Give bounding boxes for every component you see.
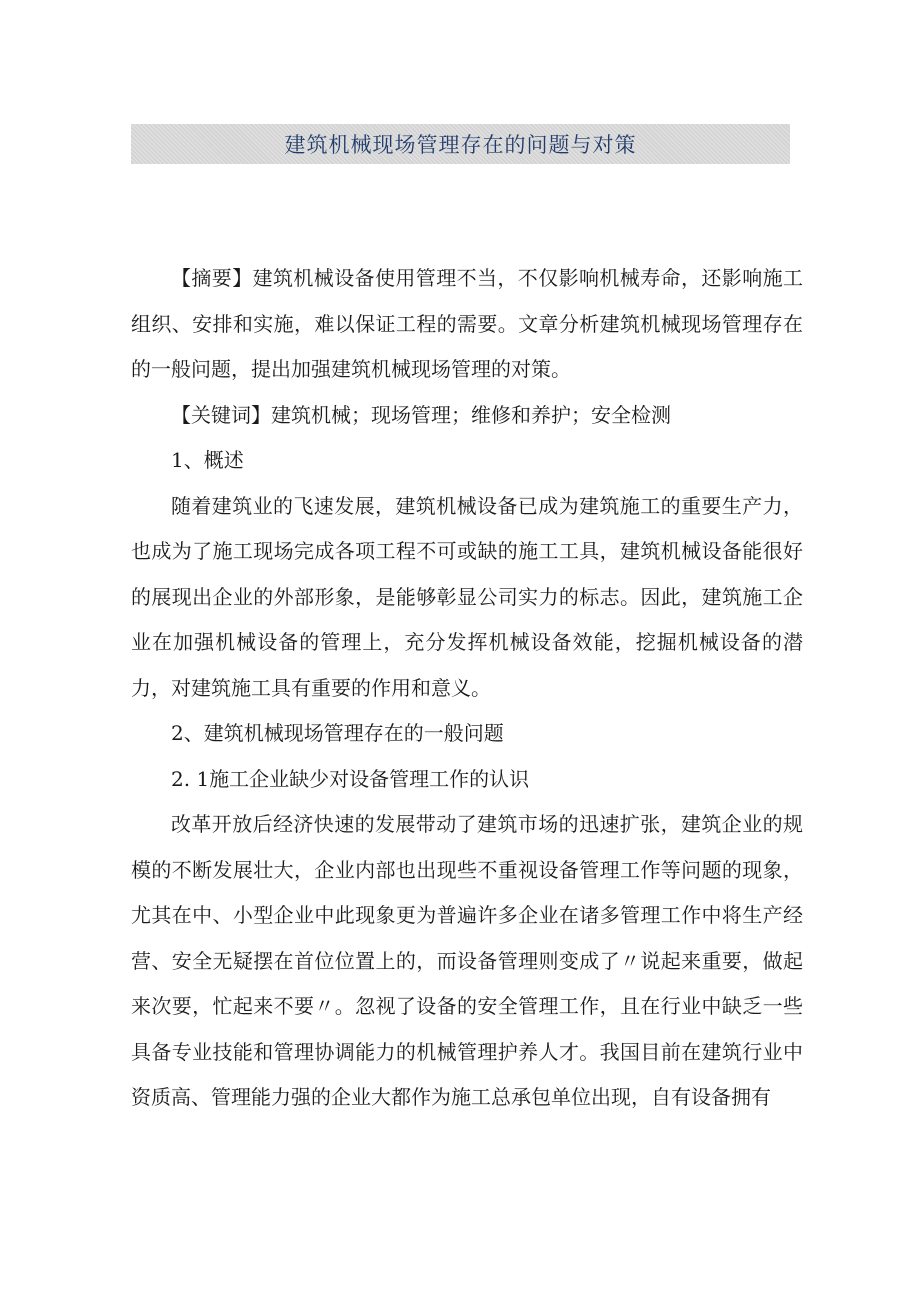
abstract-paragraph: 【摘要】建筑机械设备使用管理不当，不仅影响机械寿命，还影响施工组织、安排和实施，难以保证工程的需要。文章分析建筑机械现场管理存在的一般问题，提出加强建筑机械现场管理的对策。: [131, 266, 803, 381]
keywords-paragraph: 【关键词】建筑机械；现场管理；维修和养护；安全检测: [171, 402, 671, 427]
title-banner: [131, 124, 790, 164]
subsection-heading: 2. 1施工企业缺少对设备管理工作的认识: [171, 766, 530, 791]
document-body: [131, 256, 803, 1121]
document-title: 建筑机械现场管理存在的问题与对策: [284, 133, 637, 157]
body-paragraph: 随着建筑业的飞速发展，建筑机械设备已成为建筑施工的重要生产力，也成为了施工现场完成各项工程不可或缺的施工工具，建筑机械设备能很好的展现出企业的外部形象，是能够彰显公司实力的标志。因此，建筑施工企业在加强机械设备的管理上，充分发挥机械设备效能，挖掘机械设备的潜力，对建筑施工具有重要的作用和意义。: [131, 493, 803, 700]
section-heading-problems: 2、建筑机械现场管理存在的一般问题: [171, 721, 504, 745]
body-paragraph: 改革开放后经济快速的发展带动了建筑市场的迅速扩张，建筑企业的规模的不断发展壮大，企业内部也出现些不重视设备管理工作等问题的现象，尤其在中、小型企业中此现象更为普遍许多企业在诸多管理工作中将生产经营、安全无疑摆在首位位置上的，而设备管理则变成了〃说起来重要，做起来次要，忙起来不要〃。忽视了设备的安全管理工作，且在行业中缺乏一些具备专业技能和管理协调能力的机械管理护养人才。我国目前在建筑行业中资质高、管理能力强的企业大都作为施工总承包单位出现，自有设备拥有: [131, 812, 803, 1109]
section-heading-overview: 1、概述: [171, 448, 244, 472]
